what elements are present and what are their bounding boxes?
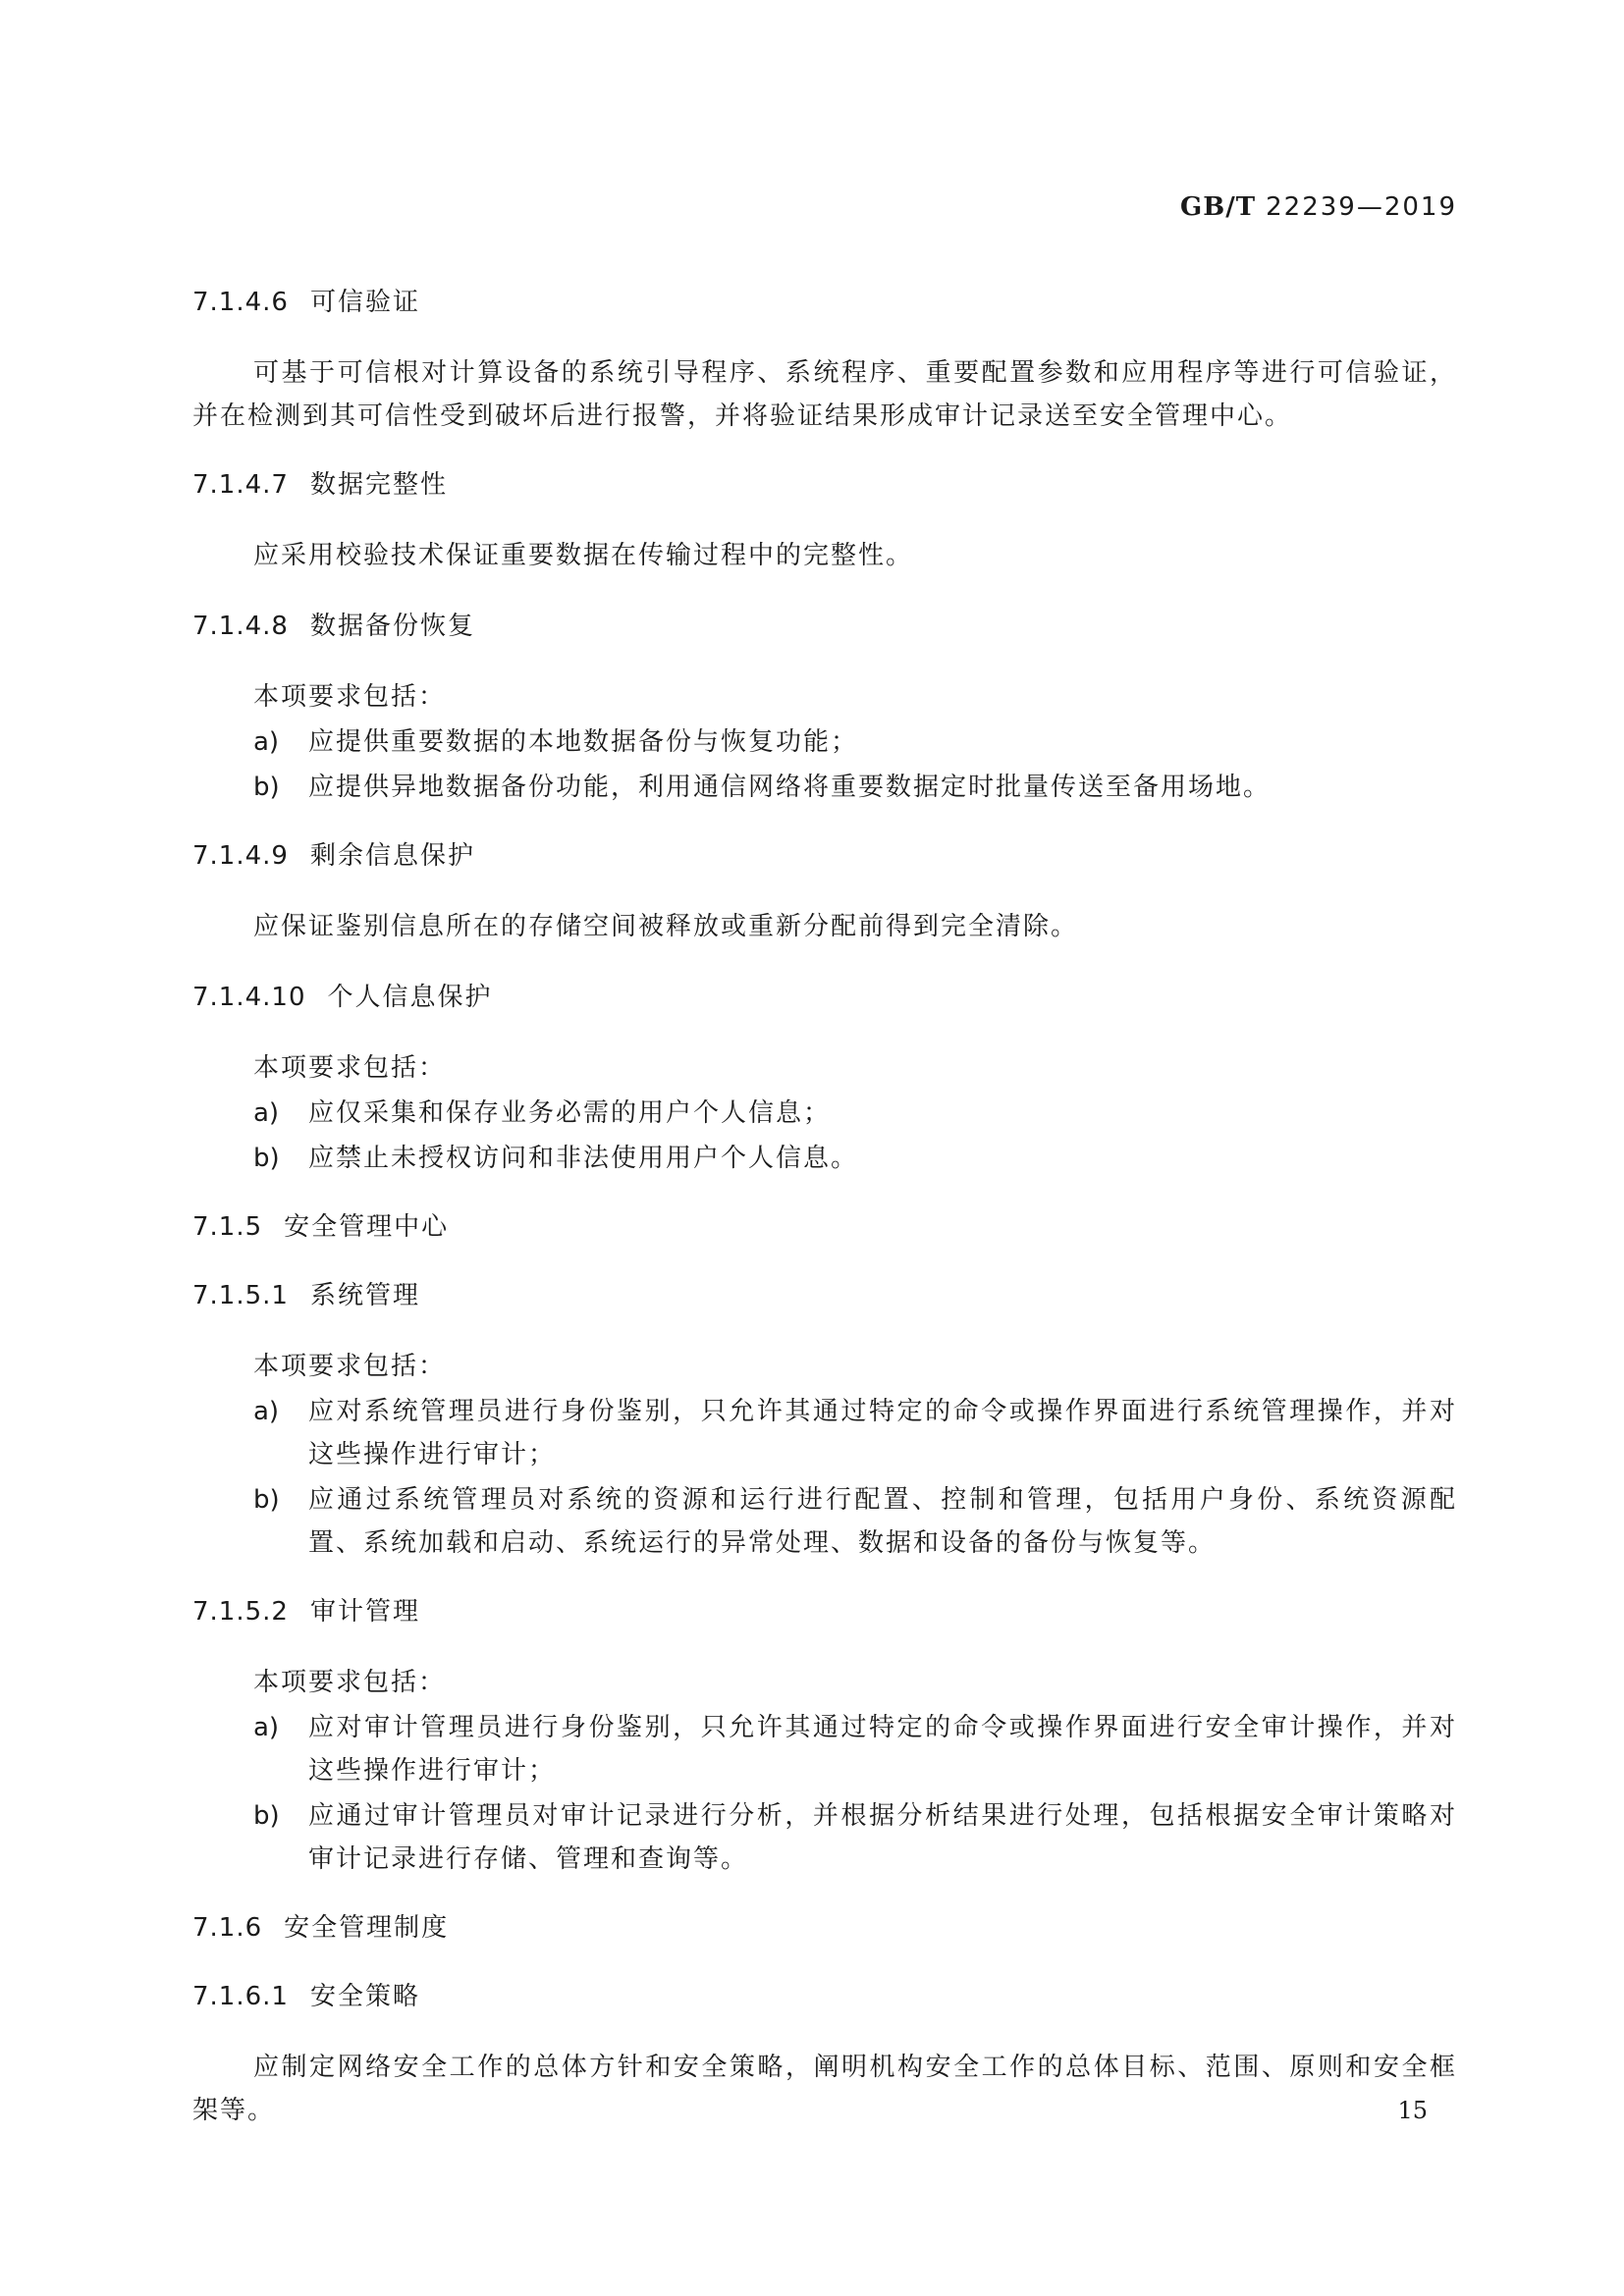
- standard-prefix: GB/T: [1180, 192, 1257, 222]
- section-title: 安全管理制度: [284, 1913, 450, 1943]
- list-marker: a): [253, 1098, 280, 1128]
- list-item: [192, 1390, 1457, 1476]
- section-number: 7.1.4.10: [192, 983, 306, 1012]
- list-item: [192, 1092, 1457, 1135]
- paragraph-security-policy: 应制定网络安全工作的总体方针和安全策略，阐明机构安全工作的总体目标、范围、原则和安全框架等。: [192, 2053, 1457, 2125]
- page-number: 15: [1397, 2097, 1428, 2124]
- list-intro: 本项要求包括：: [253, 1668, 447, 1697]
- section-number: 7.1.6: [192, 1913, 263, 1943]
- list-item: [192, 1478, 1457, 1565]
- paragraph-trusted-verification: 可基于可信根对计算设备的系统引导程序、系统程序、重要配置参数和应用程序等进行可信验证，并在检测到其可信性受到破坏后进行报警，并将验证结果形成审计记录送至安全管理中心。: [192, 358, 1457, 431]
- section-heading-7-1-4-7: [192, 465, 1457, 505]
- section-heading-7-1-5-2: [192, 1592, 1457, 1631]
- list-intro: 本项要求包括：: [253, 682, 447, 712]
- list-item-text: 应通过系统管理员对系统的资源和运行进行配置、控制和管理，包括用户身份、系统资源配置、系统加载和启动、系统运行的异常处理、数据和设备的备份与恢复等。: [308, 1485, 1457, 1558]
- list-item-text: 应对审计管理员进行身份鉴别，只允许其通过特定的命令或操作界面进行安全审计操作，并对这些操作进行审计；: [308, 1713, 1457, 1786]
- list-marker: a): [253, 1397, 280, 1426]
- list-marker: a): [253, 1713, 280, 1742]
- section-heading-7-1-6-1: [192, 1977, 1457, 2016]
- section-number: 7.1.6.1: [192, 1982, 289, 2011]
- list-item: [192, 1706, 1457, 1792]
- list-intro: 本项要求包括：: [253, 1053, 447, 1083]
- list-item: [192, 766, 1457, 809]
- section-title: 审计管理: [309, 1597, 420, 1627]
- list-marker: b): [253, 1485, 280, 1515]
- list-item-text: 应仅采集和保存业务必需的用户个人信息；: [308, 1098, 832, 1128]
- section-heading-7-1-5-1: [192, 1276, 1457, 1315]
- list-intro: 本项要求包括：: [253, 1352, 447, 1381]
- standard-code: [1180, 192, 1457, 222]
- list-marker: b): [253, 1144, 280, 1173]
- list-item-text: 应禁止未授权访问和非法使用用户个人信息。: [308, 1144, 859, 1173]
- section-title: 系统管理: [309, 1281, 420, 1310]
- list-item-text: 应通过审计管理员对审计记录进行分析，并根据分析结果进行处理，包括根据安全审计策略对审计记录进行存储、管理和查询等。: [308, 1801, 1457, 1874]
- standard-number: 22239—2019: [1266, 192, 1457, 222]
- section-title: 数据备份恢复: [309, 612, 475, 641]
- list-marker: a): [253, 727, 280, 757]
- section-number: 7.1.5.2: [192, 1597, 289, 1627]
- section-heading-7-1-6: [192, 1908, 1457, 1948]
- section-number: 7.1.4.9: [192, 841, 289, 871]
- list-item-text: 应提供重要数据的本地数据备份与恢复功能；: [308, 727, 859, 757]
- section-title: 个人信息保护: [327, 983, 493, 1012]
- section-title: 安全管理中心: [284, 1212, 450, 1242]
- section-heading-7-1-5: [192, 1207, 1457, 1247]
- list-item: [192, 721, 1457, 764]
- section-number: 7.1.5: [192, 1212, 263, 1242]
- section-heading-7-1-4-8: [192, 607, 1457, 646]
- section-number: 7.1.4.6: [192, 288, 289, 317]
- list-item-text: 应对系统管理员进行身份鉴别，只允许其通过特定的命令或操作界面进行系统管理操作，并对这些操作进行审计；: [308, 1397, 1457, 1469]
- paragraph-residual-info: 应保证鉴别信息所在的存储空间被释放或重新分配前得到完全清除。: [253, 912, 1079, 941]
- section-heading-7-1-4-10: [192, 978, 1457, 1017]
- list-marker: b): [253, 1801, 280, 1831]
- document-body: [192, 283, 1457, 2160]
- section-title: 安全策略: [309, 1982, 420, 2011]
- list-item: [192, 1794, 1457, 1881]
- list-item: [192, 1137, 1457, 1180]
- list-marker: b): [253, 773, 280, 802]
- section-title: 数据完整性: [309, 470, 448, 500]
- section-number: 7.1.5.1: [192, 1281, 289, 1310]
- list-item-text: 应提供异地数据备份功能，利用通信网络将重要数据定时批量传送至备用场地。: [308, 773, 1272, 802]
- section-number: 7.1.4.7: [192, 470, 289, 500]
- section-heading-7-1-4-6: [192, 283, 1457, 322]
- section-title: 可信验证: [309, 288, 420, 317]
- section-heading-7-1-4-9: [192, 836, 1457, 876]
- section-number: 7.1.4.8: [192, 612, 289, 641]
- paragraph-data-integrity: 应采用校验技术保证重要数据在传输过程中的完整性。: [253, 541, 914, 570]
- section-title: 剩余信息保护: [309, 841, 475, 871]
